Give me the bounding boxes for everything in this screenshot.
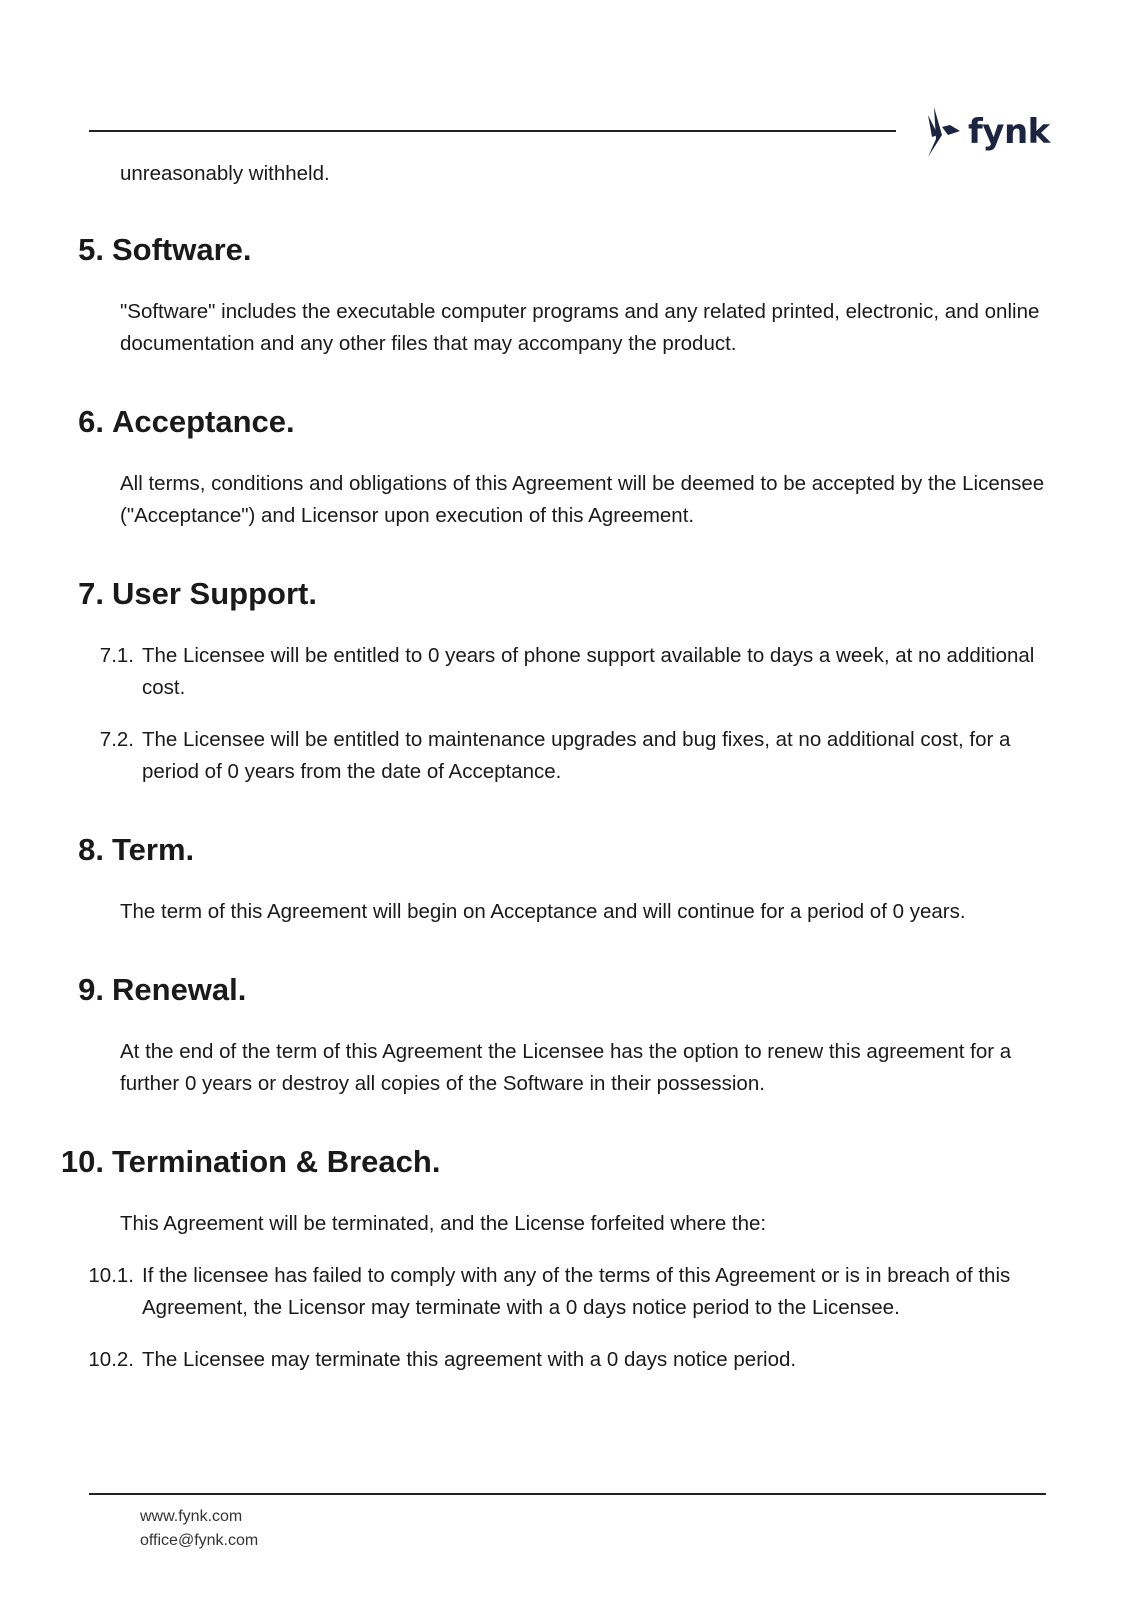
item-text: The Licensee will be entitled to maintenance upgrades and bug fixes, at no additional cost, for a period of 0 years from the date of Acceptance. [142, 728, 1011, 783]
section-body: "Software" includes the executable computer programs and any related printed, electronic, and online documentation and any other files that may accompany the product. [120, 300, 1040, 355]
list-item [0, 1344, 1060, 1376]
item-text: The Licensee will be entitled to 0 years of phone support available to days a week, at no additional cost. [142, 644, 1035, 699]
section-title: Termination & Breach. [112, 1144, 441, 1179]
fynk-bird-icon [920, 105, 962, 159]
footer-divider [89, 1493, 1046, 1495]
item-text: If the licensee has failed to comply with any of the terms of this Agreement or is in breach of this Agreement, the Licensor may terminate with a 0 days notice period to the Licensee. [142, 1264, 1011, 1319]
list-item [0, 1260, 1060, 1324]
header-divider [89, 130, 896, 132]
section-body: All terms, conditions and obligations of this Agreement will be deemed to be accepted by the Licensee ("Acceptance") and Licensor upon execution of this Agreement. [120, 472, 1045, 527]
section-number: 9. [78, 972, 104, 1007]
section-heading-acceptance [0, 404, 295, 444]
section-number: 8. [78, 832, 104, 867]
list-item [0, 640, 1060, 704]
section-heading-term [0, 832, 194, 872]
section-number: 7. [78, 576, 104, 611]
section-body: The term of this Agreement will begin on Acceptance and will continue for a period of 0 years. [120, 900, 966, 923]
logo-text: fynk [968, 112, 1050, 152]
list-item [0, 724, 1060, 788]
fynk-logo [920, 104, 1050, 160]
section-heading-user-support [0, 576, 317, 616]
section-number: 5. [78, 232, 104, 267]
item-number: 7.1. [99, 644, 134, 667]
section-title: Acceptance. [112, 404, 295, 439]
item-number: 7.2. [99, 728, 134, 751]
item-number: 10.1. [88, 1264, 134, 1287]
section-body: At the end of the term of this Agreement the Licensee has the option to renew this agreement for a further 0 years or destroy all copies of the Software in their possession. [120, 1040, 1012, 1095]
continuation-text: unreasonably withheld. [120, 162, 330, 185]
footer-email-link[interactable]: office@fynk.com [140, 1532, 259, 1549]
footer-website-link[interactable]: www.fynk.com [140, 1508, 243, 1525]
section-title: Term. [112, 832, 195, 867]
section-title: Renewal. [112, 972, 247, 1007]
section-heading-termination [0, 1144, 440, 1184]
section-body: This Agreement will be terminated, and the License forfeited where the: [120, 1212, 767, 1235]
section-title: Software. [112, 232, 252, 267]
item-number: 10.2. [88, 1348, 134, 1371]
section-number: 6. [78, 404, 104, 439]
section-heading-software [0, 232, 252, 272]
item-text: The Licensee may terminate this agreement with a 0 days notice period. [142, 1348, 797, 1371]
section-title: User Support. [112, 576, 317, 611]
section-heading-renewal [0, 972, 246, 1012]
section-number: 10. [60, 1144, 104, 1179]
